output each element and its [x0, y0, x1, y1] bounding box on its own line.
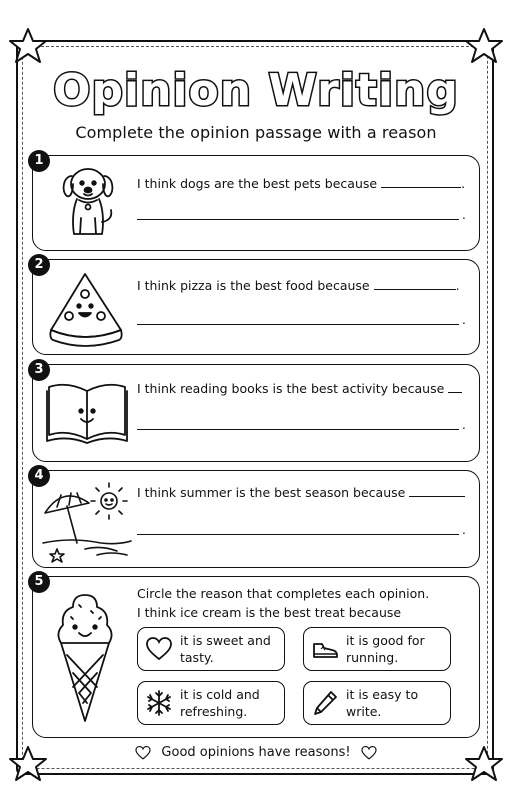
- prompt-text: I think ice cream is the best treat because: [137, 605, 402, 620]
- footer-note: [0, 745, 512, 760]
- item-number: 5: [28, 571, 50, 593]
- prompt-text: I think dogs are the best pets because: [137, 176, 378, 191]
- prompt-text: I think summer is the best season because: [137, 485, 406, 500]
- opinion-card-1: 1 I think dogs are the best pets because . .: [32, 155, 480, 251]
- option-text: it is cold and: [180, 687, 260, 702]
- answer-blank[interactable]: [374, 277, 456, 290]
- item-number: 1: [28, 150, 50, 172]
- reason-option-write[interactable]: [303, 681, 451, 725]
- option-text: tasty.: [180, 650, 214, 665]
- option-text: refreshing.: [180, 704, 248, 719]
- opinion-prompt: I think pizza is the best food because .: [137, 278, 460, 293]
- reason-option-sweet[interactable]: [137, 627, 285, 671]
- answer-line[interactable]: [137, 429, 459, 430]
- pencil-icon: [312, 690, 338, 716]
- answer-blank[interactable]: [381, 175, 461, 188]
- answer-line[interactable]: [137, 534, 459, 535]
- beach-icon: [41, 479, 133, 563]
- answer-line[interactable]: [137, 219, 459, 220]
- footer-text: Good opinions have reasons!: [161, 745, 351, 760]
- prompt-text: I think pizza is the best food because: [137, 278, 370, 293]
- item-number: 4: [28, 465, 50, 487]
- opinion-prompt: [137, 484, 465, 500]
- book-icon: [45, 377, 129, 447]
- opinion-card-4: 4 I think summer is the best season because .: [32, 470, 480, 568]
- opinion-prompt: [137, 380, 462, 396]
- answer-blank[interactable]: [448, 380, 462, 393]
- item-number: 3: [28, 359, 50, 381]
- reason-option-running[interactable]: [303, 627, 451, 671]
- instruction-text: Circle the reason that completes each opinion.: [137, 586, 430, 601]
- title-text: Opinion Writing: [53, 65, 459, 116]
- pizza-icon: [45, 268, 127, 348]
- item-number: 2: [28, 254, 50, 276]
- shoe-icon: [312, 636, 338, 662]
- opinion-prompt: I think dogs are the best pets because .: [137, 176, 466, 191]
- prompt-text: I think reading books is the best activity because: [137, 381, 445, 396]
- opinion-card-3: 3 I think reading books is the best activity because .: [32, 364, 480, 462]
- opinion-card-5: [32, 576, 480, 738]
- dog-icon: [55, 162, 121, 244]
- snowflake-icon: [146, 690, 172, 716]
- answer-blank[interactable]: [409, 484, 465, 497]
- option-text: it is sweet and: [180, 633, 271, 648]
- page-title: [0, 58, 512, 120]
- heart-icon: [146, 636, 172, 662]
- subtitle: Complete the opinion passage with a reason: [75, 123, 437, 142]
- option-text: running.: [346, 650, 399, 665]
- answer-line[interactable]: [137, 324, 459, 325]
- heart-icon: [361, 746, 377, 760]
- option-text: write.: [346, 704, 382, 719]
- opinion-card-2: 2 I think pizza is the best food because . .: [32, 259, 480, 355]
- heart-icon: [135, 746, 151, 760]
- reason-option-cold[interactable]: [137, 681, 285, 725]
- ice-cream-icon: [53, 591, 117, 727]
- option-text: it is easy to: [346, 687, 419, 702]
- option-text: it is good for: [346, 633, 425, 648]
